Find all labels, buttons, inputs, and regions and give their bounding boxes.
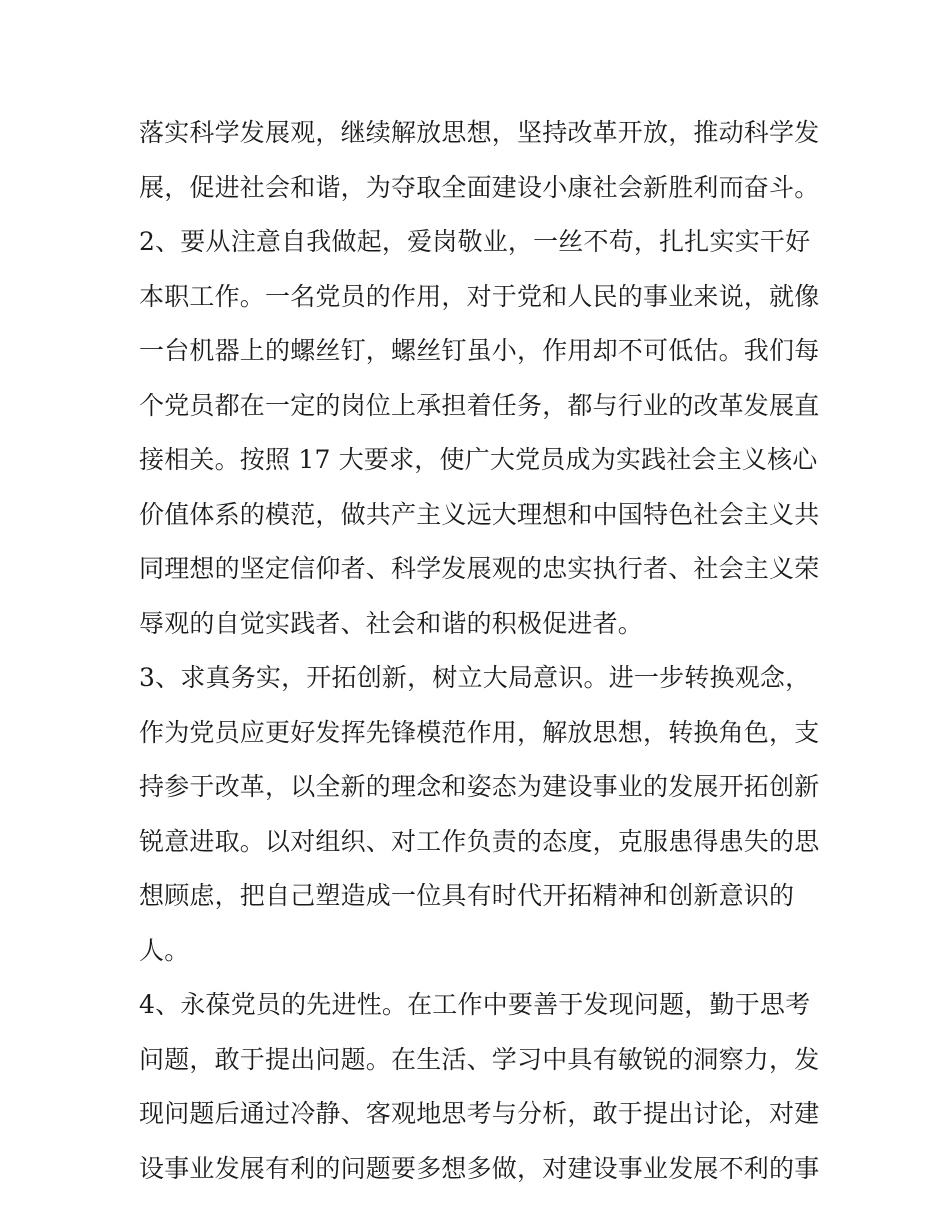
text-line: 价值体系的模范，做共产主义远大理想和中国特色社会主义共 [139, 499, 820, 529]
text-line: 2、要从注意自我做起，爱岗敬业，一丝不苟，扎扎实实干好 [139, 227, 811, 256]
text-line: 3、求真务实，开拓创新，树立大局意识。进一步转换观念， [139, 663, 811, 692]
text-line: 个党员都在一定的岗位上承担着任务，都与行业的改革发展直 [139, 390, 820, 420]
text-line: 锐意进取。以对组织、对工作负责的态度，克服患得患失的思 [139, 826, 820, 856]
text-line: 持参于改革，以全新的理念和姿态为建设事业的发展开拓创新 [139, 772, 820, 801]
text-line: 问题，敢于提出问题。在生活、学习中具有敏锐的洞察力，发 [139, 1044, 820, 1074]
text-line: 4、永葆党员的先进性。在工作中要善于发现问题，勤于思考 [139, 990, 811, 1019]
body-text [139, 106, 819, 1196]
text-line: 辱观的自觉实践者、社会和谐的积极促进者。 [139, 608, 644, 638]
text-line: 想顾虑，把自己塑造成一位具有时代开拓精神和创新意识的 [139, 881, 795, 910]
text-line: 设事业发展有利的问题要多想多做，对建设事业发展不利的事 [139, 1153, 820, 1183]
text-line: 落实科学发展观，继续解放思想，坚持改革开放，推动科学发 [139, 118, 820, 147]
text-line: 现问题后通过冷静、客观地思考与分析，敢于提出讨论，对建 [139, 1099, 820, 1128]
text-line: 人。 [139, 935, 190, 965]
text-line: 本职工作。一名党员的作用，对于党和人民的事业来说，就像 [139, 281, 820, 311]
text-line: 展，促进社会和谐，为夺取全面建设小康社会新胜利而奋斗。 [139, 172, 820, 202]
text-line: 作为党员应更好发挥先锋模范作用，解放思想，转换角色，支 [139, 717, 820, 747]
text-line: 接相关。按照 17 大要求，使广大党员成为实践社会主义核心 [139, 445, 818, 474]
text-line: 一台机器上的螺丝钉，螺丝钉虽小，作用却不可低估。我们每 [139, 336, 820, 365]
text-line: 同理想的坚定信仰者、科学发展观的忠实执行者、社会主义荣 [139, 554, 820, 583]
